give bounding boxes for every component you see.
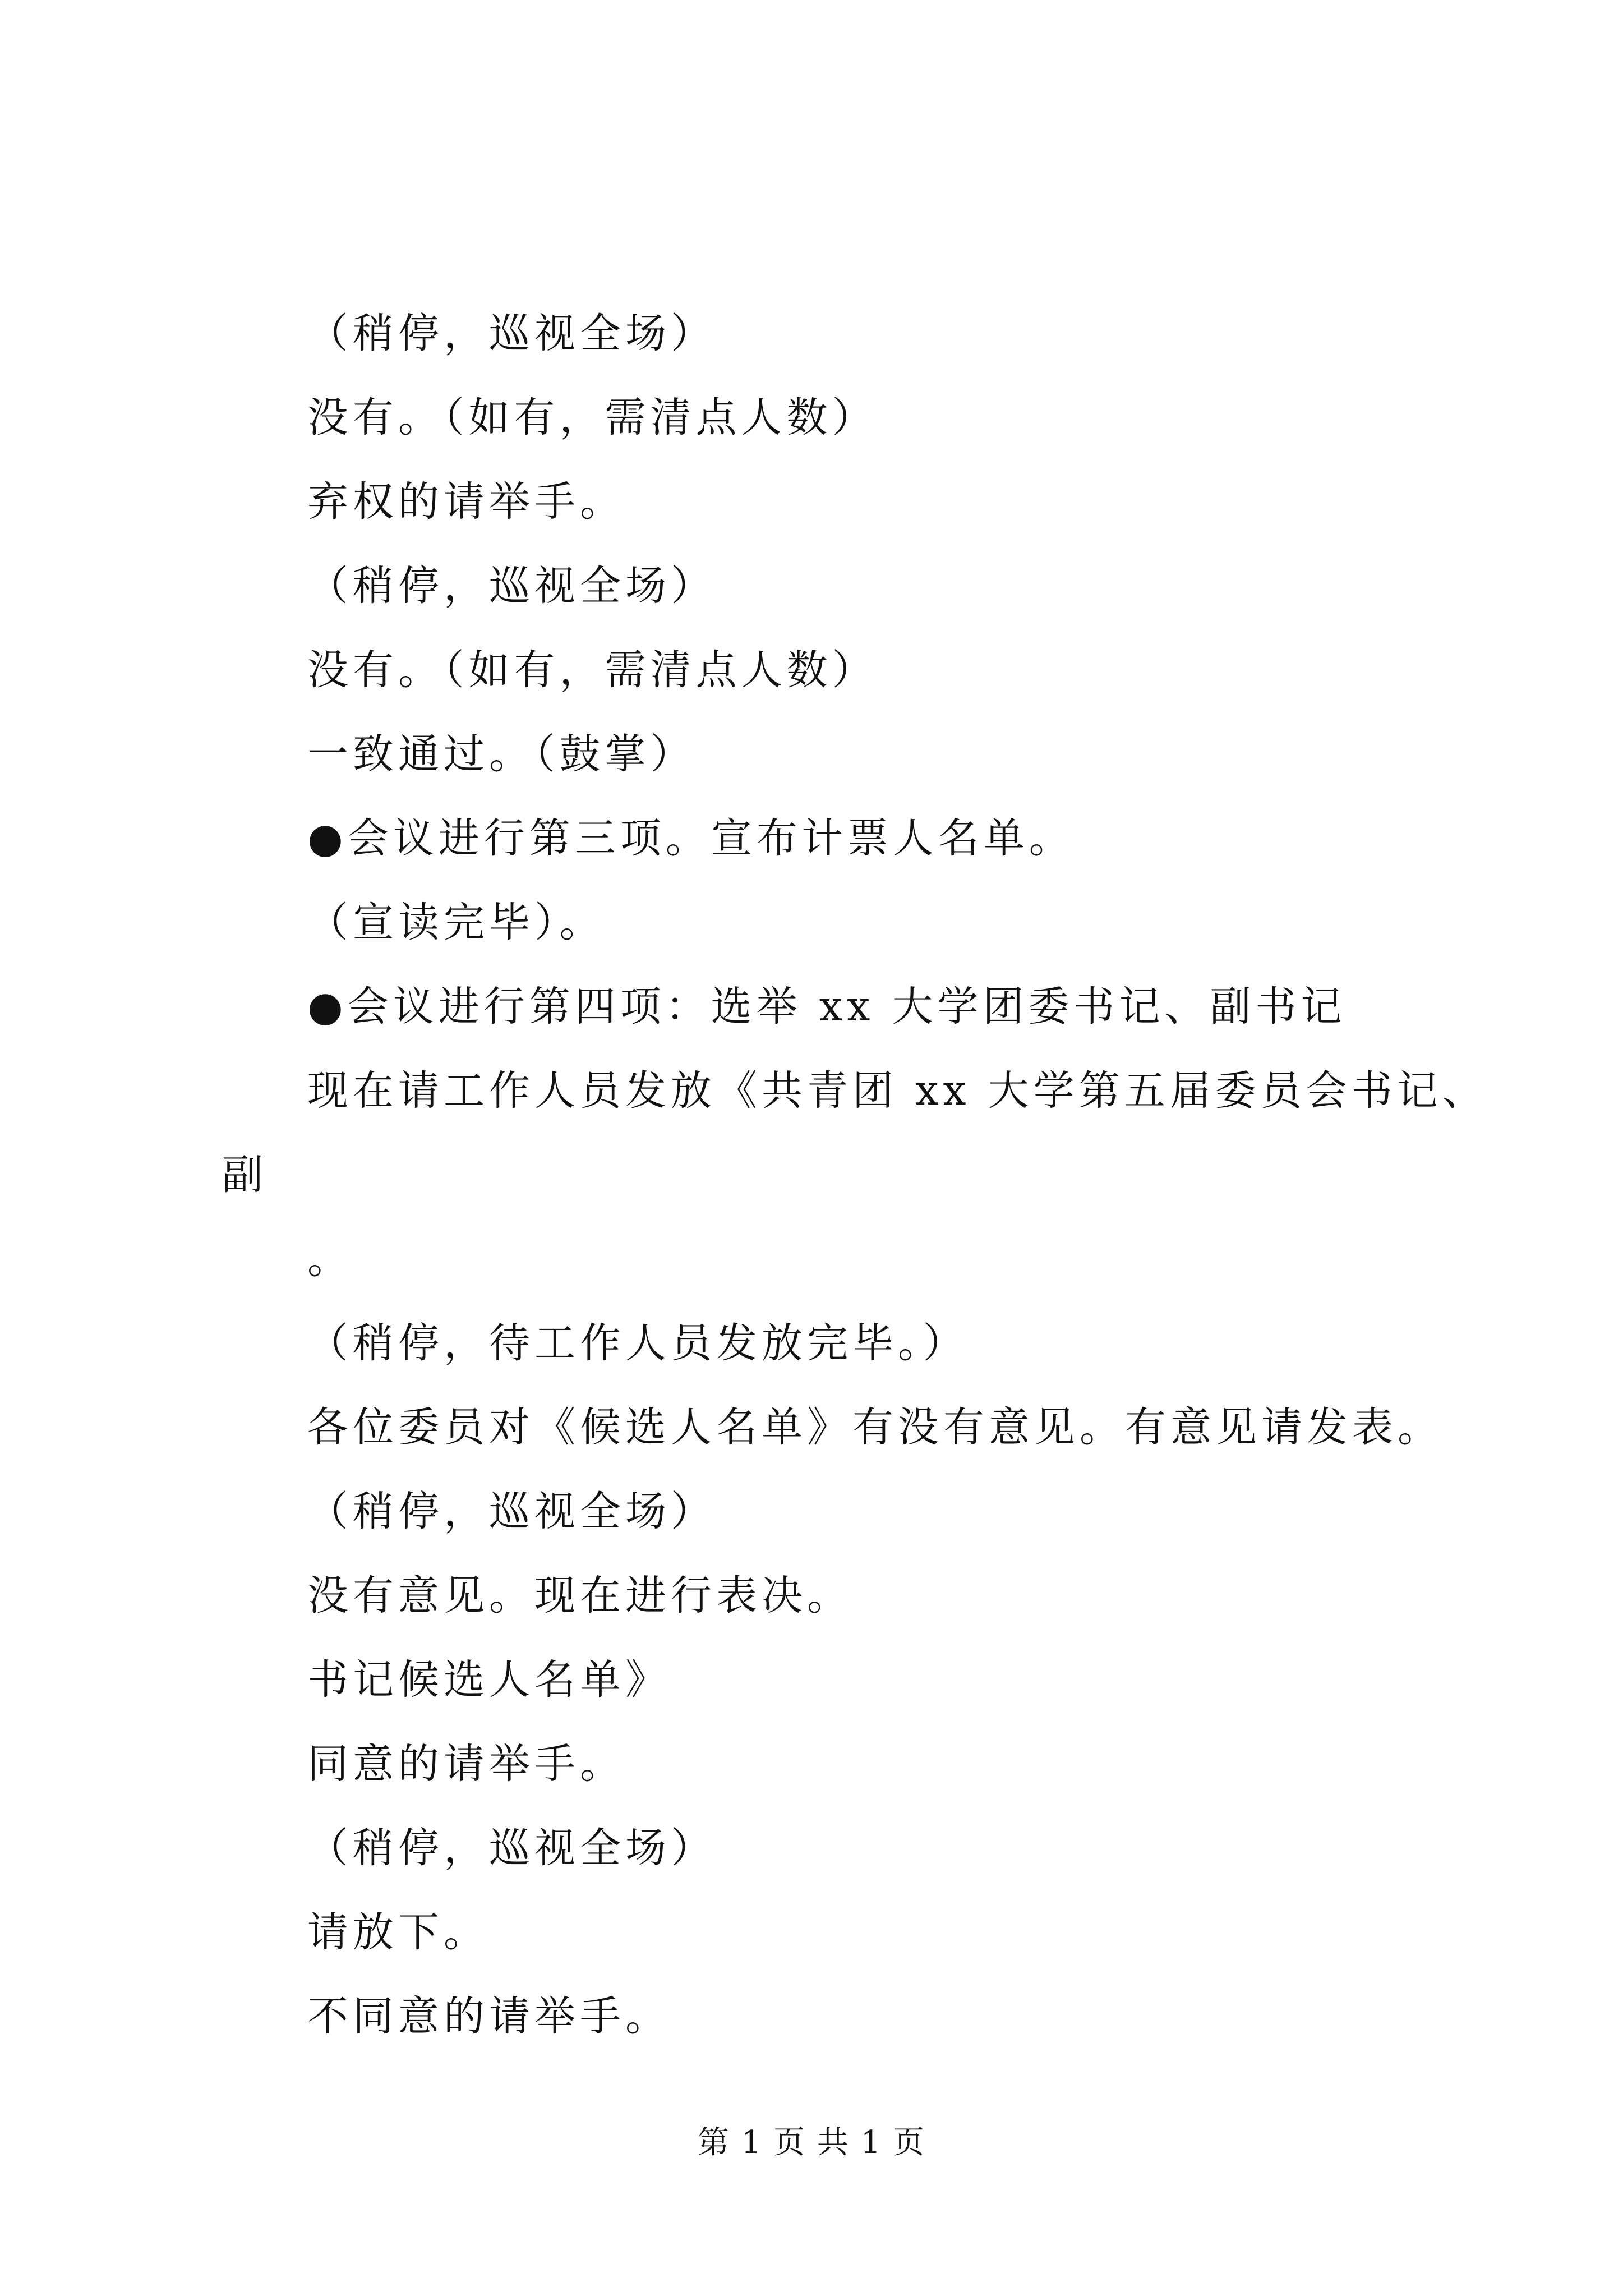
text-line: ●会议进行第四项：选举 xx 大学团委书记、副书记 [307,983,1347,1030]
text-line: 各位委员对《候选人名单》有没有意见。有意见请发表。 [307,1404,1443,1451]
text-line: （稍停，巡视全场） [307,562,716,610]
text-line: 同意的请举手。 [307,1740,625,1788]
text-line: 没有。（如有，需清点人数） [307,394,878,441]
page-footer: 第 1 页 共 1 页 [697,2124,926,2161]
text-line: 没有。（如有，需清点人数） [307,646,878,694]
text-line: （稍停，巡视全场） [307,310,716,357]
text-line: 弃权的请举手。 [307,478,625,526]
text-line: （稍停，待工作人员发放完毕。） [307,1319,969,1367]
text-line: （宣读完毕）。 [307,899,605,946]
text-line: （稍停，巡视全场） [307,1488,716,1535]
text-line: 。 [307,1235,353,1283]
text-line: 书记候选人名单》 [307,1656,671,1704]
text-line: 现在请工作人员发放《共青团 xx 大学第五届委员会书记、 [307,1067,1488,1115]
text-line: 不同意的请举手。 [307,1993,671,2040]
text-line: （稍停，巡视全场） [307,1824,716,1872]
text-line: ●会议进行第三项。宣布计票人名单。 [307,815,1075,862]
text-line: 一致通过。（鼓掌） [307,730,696,778]
text-line: 副 [222,1151,268,1199]
text-line: 请放下。 [307,1908,489,1956]
text-line: 没有意见。现在进行表决。 [307,1572,852,1619]
